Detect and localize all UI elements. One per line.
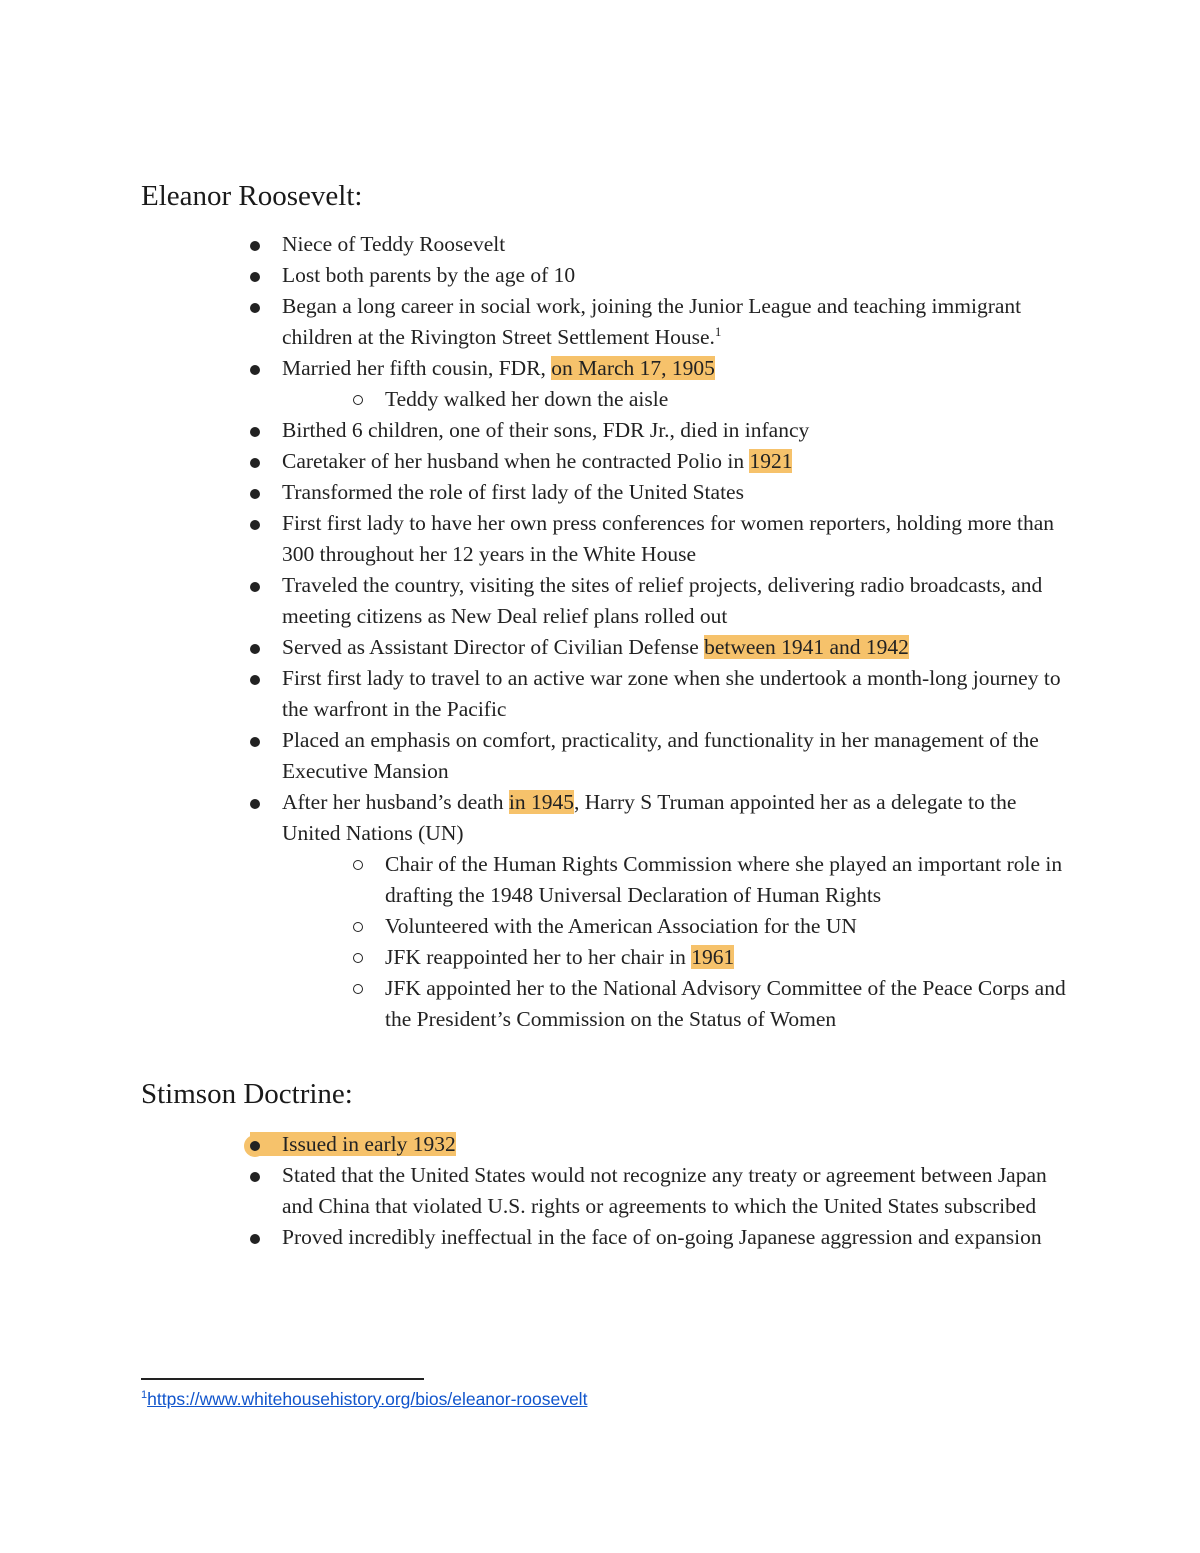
bullet-list <box>250 229 1070 1035</box>
item-text-segment: Volunteered with the American Association for the UN <box>385 914 857 938</box>
bullet-marker <box>250 365 260 375</box>
item-text-segment: Began a long career in social work, joining the Junior League and teaching immigrant children at the Rivington Street Settlement House. <box>282 294 1022 349</box>
bullet-marker <box>250 241 260 251</box>
item-text <box>282 229 1070 260</box>
item-text-segment: Chair of the Human Rights Commission where she played an important role in drafting the 1948 Universal Declaration of Human Rights <box>385 852 1063 907</box>
item-text-segment: Birthed 6 children, one of their sons, FDR Jr., died in infancy <box>282 418 810 442</box>
list-item <box>250 353 1070 415</box>
item-text <box>282 725 1070 787</box>
list-item <box>250 446 1070 477</box>
item-text <box>385 852 1062 907</box>
item-text <box>282 260 1070 291</box>
list-item <box>250 229 1070 260</box>
item-text-segment: JFK appointed her to the National Advisory Committee of the Peace Corps and the President’s Commission on the Status of Women <box>385 976 1066 1031</box>
item-text <box>385 914 857 938</box>
item-text-segment: Placed an emphasis on comfort, practicality, and functionality in her management of the Executive Mansion <box>282 728 1039 783</box>
highlighted-text: between 1941 and 1942 <box>704 635 909 659</box>
bullet-marker <box>250 582 260 592</box>
highlighted-text: in 1945 <box>508 790 574 814</box>
item-text <box>282 1222 1070 1253</box>
list-item <box>250 508 1070 570</box>
item-text <box>282 508 1070 570</box>
bullet-marker <box>250 520 260 530</box>
sub-list-item <box>353 942 1070 973</box>
list-item <box>250 725 1070 787</box>
item-text <box>282 1160 1070 1222</box>
bullet-marker <box>250 427 260 437</box>
hollow-bullet-marker <box>353 922 363 932</box>
sub-list-item <box>353 384 1070 415</box>
section-heading: Stimson Doctrine: <box>141 1078 353 1110</box>
list-item <box>250 570 1070 632</box>
item-text-segment: Teddy walked her down the aisle <box>385 387 669 411</box>
list-item <box>250 632 1070 663</box>
item-text-segment: Traveled the country, visiting the sites of relief projects, delivering radio broadcasts, and meeting citizens as New Deal relief plans rolled out <box>282 573 1043 628</box>
item-text-segment: Lost both parents by the age of 10 <box>282 263 576 287</box>
sub-list <box>282 849 1070 1035</box>
bullet-list <box>250 1129 1070 1253</box>
item-text-segment: Proved incredibly ineffectual in the face of on-going Japanese aggression and expansion <box>282 1225 1042 1249</box>
list-item <box>250 663 1070 725</box>
item-text <box>282 353 1070 384</box>
item-text-segment: , Harry S Truman appointed her as a delegate to the United Nations (UN) <box>282 790 1017 845</box>
item-text <box>282 291 1070 353</box>
item-text-segment: First first lady to have her own press conferences for women reporters, holding more than 300 throughout her 12 years in the White House <box>282 511 1054 566</box>
item-text <box>385 976 1066 1031</box>
sub-list-item <box>353 973 1070 1035</box>
item-text <box>282 1129 1070 1160</box>
highlighted-text: on March 17, 1905 <box>551 356 715 380</box>
list-item <box>250 477 1070 508</box>
footnote-number: 1 <box>141 1389 148 1402</box>
sub-list-item <box>353 911 1070 942</box>
bullet-marker <box>250 1172 260 1182</box>
hollow-bullet-marker <box>353 984 363 994</box>
highlighted-text: 1921 <box>749 449 793 473</box>
footnote-divider <box>141 1378 424 1380</box>
item-text-segment: Stated that the United States would not recognize any treaty or agreement between Japan and China that violated U.S. rights or agreements to which the United States subscribed <box>282 1163 1047 1218</box>
section-heading: Eleanor Roosevelt: <box>141 180 363 212</box>
item-text-segment: Married her fifth cousin, FDR, <box>282 356 552 380</box>
bullet-marker <box>250 458 260 468</box>
item-text <box>385 387 668 411</box>
list-item <box>250 260 1070 291</box>
footnote-reference[interactable]: 1 <box>714 323 722 339</box>
list-item <box>250 787 1070 1035</box>
bullet-marker <box>250 799 260 809</box>
bullet-marker <box>250 644 260 654</box>
list-item <box>250 1129 1070 1160</box>
bullet-marker <box>250 737 260 747</box>
footnote <box>141 1389 587 1410</box>
list-item <box>250 291 1070 353</box>
highlighted-text: Issued in early 1932 <box>250 1132 456 1156</box>
item-text-segment: Served as Assistant Director of Civilian Defense <box>282 635 705 659</box>
item-text-segment: Caretaker of her husband when he contracted Polio in <box>282 449 750 473</box>
bullet-marker <box>250 675 260 685</box>
item-text <box>282 632 1070 663</box>
item-text-segment: First first lady to travel to an active war zone when she undertook a month-long journey to the warfront in the Pacific <box>282 666 1061 721</box>
list-item <box>250 1222 1070 1253</box>
item-text <box>282 446 1070 477</box>
item-text <box>282 415 1070 446</box>
item-text-segment: After her husband’s death <box>282 790 509 814</box>
hollow-bullet-marker <box>353 395 363 405</box>
bullet-marker <box>250 1234 260 1244</box>
item-text <box>282 477 1070 508</box>
bullet-marker <box>250 489 260 499</box>
sub-list <box>282 384 1070 415</box>
list-item <box>250 415 1070 446</box>
highlighted-text: 1961 <box>691 945 735 969</box>
hollow-bullet-marker <box>353 860 363 870</box>
bullet-marker <box>250 303 260 313</box>
footnote-link[interactable]: https://www.whitehousehistory.org/bios/eleanor-roosevelt <box>147 1389 588 1409</box>
list-item <box>250 1160 1070 1222</box>
item-text-segment: Transformed the role of first lady of the United States <box>282 480 744 504</box>
bullet-marker <box>250 1141 260 1151</box>
item-text <box>282 570 1070 632</box>
item-text-segment: Niece of Teddy Roosevelt <box>282 232 506 256</box>
hollow-bullet-marker <box>353 953 363 963</box>
bullet-marker <box>250 272 260 282</box>
item-text <box>282 787 1070 849</box>
item-text <box>282 663 1070 725</box>
item-text <box>385 945 734 969</box>
item-text-segment: JFK reappointed her to her chair in <box>385 945 692 969</box>
sub-list-item <box>353 849 1070 911</box>
